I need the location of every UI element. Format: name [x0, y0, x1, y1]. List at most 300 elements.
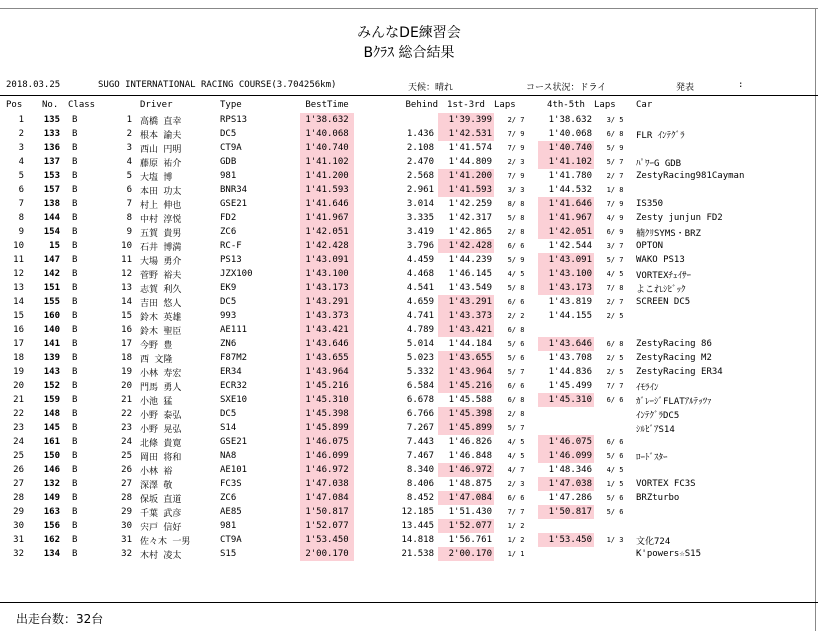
table-row [0, 239, 814, 253]
cell-car-no: 143 [43, 367, 60, 377]
cell-class: B [72, 465, 78, 475]
page-subtitle: Bｸﾗｽ 総合結果 [363, 45, 455, 61]
cell-behind: 12.185 [401, 507, 434, 517]
cell-fourth-fifth-time: 1'46.075 [538, 435, 594, 449]
cell-pos: 28 [13, 493, 24, 503]
cell-car-name: ZestyRacing 86 [636, 339, 712, 349]
cell-class: B [72, 381, 78, 391]
cell-car-no: 151 [43, 283, 60, 293]
table-row [0, 547, 814, 561]
cell-fourth-fifth-laps: 4/ 9 [606, 214, 624, 222]
cell-car-no: 135 [43, 115, 60, 125]
cell-type: AE85 [220, 507, 242, 517]
cell-car-name: Zesty junjun FD2 [636, 213, 723, 223]
cell-behind [354, 113, 438, 127]
cell-fourth-fifth-laps: 6/ 8 [606, 340, 624, 348]
cell-behind: 8.340 [406, 465, 434, 475]
cell-class: B [72, 493, 78, 503]
cell-driver-no: 21 [121, 395, 132, 405]
cell-class: B [72, 507, 78, 517]
table-row [0, 169, 814, 183]
cell-type: SXE10 [220, 395, 248, 405]
cell-car-no: 159 [43, 395, 60, 405]
cell-first-third-time: 1'45.216 [438, 379, 494, 393]
cell-first-third-laps: 3/ 3 [507, 186, 525, 194]
cell-driver: 深澤 敬 [140, 480, 173, 491]
cell-fourth-fifth-laps: 5/ 9 [606, 144, 624, 152]
column-header-class: Class [68, 100, 96, 110]
cell-fourth-fifth-laps: 1/ 5 [606, 480, 624, 488]
cell-type: BNR34 [220, 185, 248, 195]
cell-type: ZC6 [220, 493, 237, 503]
cell-car-name [636, 323, 814, 337]
cell-driver-no: 11 [121, 255, 132, 265]
cell-car-no: 15 [49, 241, 60, 251]
cell-driver: 北條 貴寛 [140, 438, 182, 449]
cell-best-time: 1'50.817 [300, 505, 354, 519]
cell-behind: 1.436 [406, 129, 434, 139]
table-row [0, 211, 814, 225]
cell-driver: 今野 豊 [140, 340, 173, 351]
cell-class: B [72, 115, 78, 125]
results-table [0, 97, 814, 561]
cell-type: 993 [220, 311, 237, 321]
cell-car-no: 153 [43, 171, 60, 181]
table-row [0, 295, 814, 309]
cell-driver-no: 31 [121, 535, 132, 545]
cell-first-third-laps: 2/ 8 [507, 410, 525, 418]
cell-fourth-fifth-time [538, 323, 594, 337]
cell-behind: 3.014 [406, 199, 434, 209]
cell-class: B [72, 521, 78, 531]
cell-driver: 五賀 貴男 [140, 228, 182, 239]
column-header-besttime: BestTime [305, 100, 349, 110]
cell-behind: 4.459 [406, 255, 434, 265]
cell-behind: 7.467 [406, 451, 434, 461]
cell-first-third-time: 1'44.809 [448, 157, 492, 167]
cell-first-third-laps: 5/ 8 [507, 284, 525, 292]
cell-driver-no: 1 [126, 115, 132, 125]
cell-driver-no: 10 [121, 241, 132, 251]
cell-pos: 32 [13, 549, 24, 559]
cell-best-time: 1'38.632 [300, 113, 354, 127]
cell-first-third-time: 1'44.184 [448, 339, 492, 349]
cell-pos: 12 [13, 269, 24, 279]
cell-fourth-fifth-laps: 1/ 3 [606, 536, 624, 544]
cell-pos: 9 [18, 227, 24, 237]
cell-class: B [72, 409, 78, 419]
cell-first-third-laps: 5/ 6 [507, 354, 525, 362]
cell-car-name [636, 463, 814, 477]
cell-driver-no: 4 [126, 157, 132, 167]
table-row [0, 491, 814, 505]
table-row [0, 323, 814, 337]
table-row [0, 379, 814, 393]
cell-behind: 4.541 [406, 283, 434, 293]
cell-first-third-laps: 1/ 2 [507, 522, 525, 530]
cell-best-time: 1'42.051 [300, 225, 354, 239]
cell-best-time: 1'41.646 [300, 197, 354, 211]
cell-first-third-laps: 7/ 9 [507, 144, 525, 152]
cell-best-time: 1'43.100 [300, 267, 354, 281]
cell-best-time: 1'45.398 [300, 407, 354, 421]
cell-type: S15 [220, 549, 237, 559]
cell-type: S14 [220, 423, 237, 433]
cell-best-time: 1'45.216 [300, 379, 354, 393]
cell-car-name: ﾊﾟﾜｰG GDB [636, 158, 682, 169]
cell-first-third-laps: 5/ 8 [507, 214, 525, 222]
cell-first-third-laps: 6/ 6 [507, 298, 525, 306]
cell-driver-no: 2 [126, 129, 132, 139]
cell-type: CT9A [220, 535, 242, 545]
table-row [0, 183, 814, 197]
cell-pos: 30 [13, 521, 24, 531]
cell-car-name: ｲﾝﾃｸﾞﾗDC5 [636, 410, 680, 421]
cell-driver: 菅野 裕夫 [140, 270, 182, 281]
cell-first-third-time: 1'42.317 [448, 213, 492, 223]
cell-class: B [72, 255, 78, 265]
cell-fourth-fifth-time [538, 407, 594, 421]
table-row [0, 309, 814, 323]
meta-row [0, 80, 818, 94]
cell-pos: 26 [13, 465, 24, 475]
cell-car-name: OPTON [636, 241, 664, 251]
cell-fourth-fifth-laps: 5/ 6 [606, 452, 624, 460]
cell-driver: 千葉 武彦 [140, 508, 182, 519]
cell-best-time: 1'42.428 [300, 239, 354, 253]
cell-fourth-fifth-time: 1'40.068 [548, 129, 592, 139]
cell-behind: 8.452 [406, 493, 434, 503]
cell-best-time: 1'43.421 [300, 323, 354, 337]
cell-fourth-fifth-time: 1'40.740 [538, 141, 594, 155]
cell-type: NA8 [220, 451, 237, 461]
cell-best-time: 1'52.077 [300, 519, 354, 533]
cell-best-time: 1'43.655 [300, 351, 354, 365]
table-row [0, 393, 814, 407]
column-header-type: Type [220, 100, 242, 110]
cell-behind: 6.584 [406, 381, 434, 391]
table-row [0, 197, 814, 211]
cell-behind: 6.678 [406, 395, 434, 405]
cell-first-third-laps: 5/ 7 [507, 368, 525, 376]
cell-driver-no: 19 [121, 367, 132, 377]
announce-label: 発表 [676, 83, 695, 93]
cell-fourth-fifth-laps: 3/ 5 [606, 116, 624, 124]
cell-first-third-time: 1'43.421 [438, 323, 494, 337]
cell-fourth-fifth-time: 1'45.310 [538, 393, 594, 407]
cell-fourth-fifth-time: 1'53.450 [538, 533, 594, 547]
cell-car-name: VORTEXﾁｪｲｻｰ [636, 270, 692, 281]
cell-fourth-fifth-time: 1'44.155 [548, 311, 592, 321]
cell-car-name [636, 183, 814, 197]
cell-class: B [72, 339, 78, 349]
table-row [0, 281, 814, 295]
cell-fourth-fifth-time [538, 421, 594, 435]
cell-driver: 根本 諭夫 [140, 130, 182, 141]
cell-class: B [72, 283, 78, 293]
cell-class: B [72, 437, 78, 447]
cell-best-time: 1'45.899 [300, 421, 354, 435]
cell-pos: 16 [13, 325, 24, 335]
cell-fourth-fifth-laps: 7/ 7 [606, 382, 624, 390]
cell-first-third-time: 1'41.200 [438, 169, 494, 183]
cell-driver: 小池 猛 [140, 396, 173, 407]
cell-class: B [72, 479, 78, 489]
cell-behind: 4.789 [406, 325, 434, 335]
cell-type: JZX100 [220, 269, 253, 279]
top-border [0, 8, 818, 9]
cell-car-name [636, 505, 814, 519]
cell-behind: 2.108 [406, 143, 434, 153]
cell-car-no: 139 [43, 353, 60, 363]
cell-fourth-fifth-laps: 5/ 7 [606, 256, 624, 264]
cell-fourth-fifth-time: 1'43.091 [538, 253, 594, 267]
cell-pos: 11 [13, 255, 24, 265]
cell-fourth-fifth-time: 1'47.286 [548, 493, 592, 503]
cell-car-name: K'powers☆S15 [636, 549, 702, 559]
table-row [0, 141, 814, 155]
cell-pos: 31 [13, 535, 24, 545]
cell-driver: 宍戸 信好 [140, 522, 182, 533]
cell-fourth-fifth-laps: 5/ 7 [606, 158, 624, 166]
cell-car-no: 140 [43, 325, 60, 335]
cell-car-no: 132 [43, 479, 60, 489]
cell-class: B [72, 129, 78, 139]
cell-best-time: 1'43.291 [300, 295, 354, 309]
cell-driver: 志賀 利久 [140, 284, 182, 295]
table-row [0, 421, 814, 435]
cell-driver: 村上 伸也 [140, 200, 182, 211]
cell-first-third-time: 1'43.655 [438, 351, 494, 365]
cell-first-third-time: 1'41.574 [448, 143, 492, 153]
cell-first-third-time: 1'39.399 [438, 113, 494, 127]
cell-pos: 25 [13, 451, 24, 461]
cell-class: B [72, 535, 78, 545]
table-row [0, 337, 814, 351]
cell-type: ZN6 [220, 339, 237, 349]
cell-first-third-laps: 2/ 8 [507, 228, 525, 236]
cell-fourth-fifth-laps [594, 421, 636, 435]
cell-driver: 高橋 直幸 [140, 116, 182, 127]
right-border [815, 8, 816, 631]
cell-type: AE111 [220, 325, 248, 335]
cell-behind: 3.419 [406, 227, 434, 237]
cell-car-name: よこれｼﾋﾞｯｸ [636, 284, 686, 295]
cell-car-no: 141 [43, 339, 60, 349]
cell-first-third-time: 1'48.875 [448, 479, 492, 489]
cell-driver-no: 13 [121, 283, 132, 293]
cell-car-name: IS350 [636, 199, 664, 209]
cell-best-time: 1'41.102 [300, 155, 354, 169]
cell-first-third-laps: 7/ 9 [507, 172, 525, 180]
column-header-laps-a: Laps [494, 100, 516, 110]
cell-first-third-time: 1'51.430 [448, 507, 492, 517]
cell-first-third-laps: 4/ 5 [507, 270, 525, 278]
cell-driver-no: 15 [121, 311, 132, 321]
cell-pos: 21 [13, 395, 24, 405]
cell-car-name [636, 519, 814, 533]
cell-first-third-time: 1'46.972 [438, 463, 494, 477]
announce-colon: : [738, 80, 744, 90]
cell-pos: 3 [18, 143, 24, 153]
cell-fourth-fifth-time: 1'43.173 [538, 281, 594, 295]
cell-best-time: 1'41.200 [300, 169, 354, 183]
cell-pos: 14 [13, 297, 24, 307]
cell-behind: 5.332 [406, 367, 434, 377]
cell-car-name: ﾛｰﾄﾞｽﾀｰ [636, 452, 668, 463]
cell-type: GSE21 [220, 437, 248, 447]
course-name: SUGO INTERNATIONAL RACING COURSE(3.704256km) [98, 80, 337, 90]
cell-behind: 14.818 [401, 535, 434, 545]
cell-fourth-fifth-time: 1'43.819 [548, 297, 592, 307]
cell-driver-no: 5 [126, 171, 132, 181]
cell-best-time: 1'43.173 [300, 281, 354, 295]
cell-driver: 本田 功太 [140, 186, 182, 197]
cell-fourth-fifth-time [538, 547, 594, 561]
cell-best-time: 1'46.972 [300, 463, 354, 477]
cell-fourth-fifth-laps: 2/ 5 [606, 312, 624, 320]
cell-fourth-fifth-laps: 2/ 7 [606, 298, 624, 306]
cell-driver: 保坂 直道 [140, 494, 182, 505]
cell-first-third-laps: 1/ 2 [507, 536, 525, 544]
cell-class: B [72, 395, 78, 405]
cell-car-name: 楠ｸﾘSYMS・BRZ [636, 228, 701, 239]
cell-car-no: 152 [43, 381, 60, 391]
cell-type: ZC6 [220, 227, 237, 237]
cell-driver: 西 文隆 [140, 354, 173, 365]
cell-type: RC-F [220, 241, 242, 251]
cell-first-third-laps: 2/ 7 [507, 116, 525, 124]
cell-driver-no: 17 [121, 339, 132, 349]
cell-pos: 4 [18, 157, 24, 167]
cell-best-time: 1'53.450 [300, 533, 354, 547]
cell-first-third-laps: 6/ 8 [507, 396, 525, 404]
cell-fourth-fifth-laps: 7/ 8 [606, 284, 624, 292]
cell-best-time: 2'00.170 [300, 547, 354, 561]
table-row [0, 449, 814, 463]
cell-first-third-time: 1'47.084 [438, 491, 494, 505]
cell-car-no: 155 [43, 297, 60, 307]
cell-pos: 1 [18, 115, 24, 125]
cell-first-third-laps: 4/ 5 [507, 452, 525, 460]
table-row [0, 365, 814, 379]
cell-best-time: 1'43.646 [300, 337, 354, 351]
cell-pos: 23 [13, 423, 24, 433]
cell-driver-no: 28 [121, 493, 132, 503]
cell-best-time: 1'46.099 [300, 449, 354, 463]
cell-car-name: ｶﾞﾚｰｼﾞFLATｱﾙﾃｯﾂｧ [636, 396, 712, 407]
cell-first-third-time: 1'43.964 [438, 365, 494, 379]
table-header-row [0, 97, 814, 113]
cell-car-no: 138 [43, 199, 60, 209]
cell-driver: 中村 淳悦 [140, 214, 182, 225]
cell-behind: 6.766 [406, 409, 434, 419]
cell-first-third-time: 1'43.549 [448, 283, 492, 293]
cell-driver-no: 24 [121, 437, 132, 447]
cell-car-no: 148 [43, 409, 60, 419]
cell-fourth-fifth-time: 1'43.100 [538, 267, 594, 281]
cell-behind: 5.023 [406, 353, 434, 363]
cell-driver-no: 25 [121, 451, 132, 461]
cell-car-name [636, 435, 814, 449]
cell-first-third-time: 1'42.531 [438, 127, 494, 141]
cell-fourth-fifth-time [538, 519, 594, 533]
column-header-driver: Driver [140, 100, 173, 110]
cell-type: 981 [220, 521, 237, 531]
entry-count: 出走台数：32台 [16, 612, 104, 626]
cell-car-name: ｲﾓﾗｲﾝ [636, 382, 659, 393]
cell-driver: 小野 晃弘 [140, 424, 182, 435]
table-row [0, 253, 814, 267]
cell-type: GDB [220, 157, 237, 167]
cell-class: B [72, 325, 78, 335]
cell-behind: 4.741 [406, 311, 434, 321]
cell-first-third-laps: 4/ 5 [507, 438, 525, 446]
cell-class: B [72, 269, 78, 279]
meta-divider [0, 95, 818, 96]
cell-fourth-fifth-laps [594, 519, 636, 533]
cell-type: DC5 [220, 409, 237, 419]
cell-behind: 4.659 [406, 297, 434, 307]
cell-fourth-fifth-time: 1'42.051 [538, 225, 594, 239]
cell-behind: 2.470 [406, 157, 434, 167]
column-header-laps-b: Laps [594, 100, 616, 110]
cell-car-no: 136 [43, 143, 60, 153]
cell-behind: 2.568 [406, 171, 434, 181]
cell-best-time: 1'40.068 [300, 127, 354, 141]
cell-car-no: 162 [43, 535, 60, 545]
course-status: コース状況：ドライ [526, 83, 607, 93]
cell-type: RPS13 [220, 115, 248, 125]
cell-first-third-time: 1'41.593 [438, 183, 494, 197]
table-row [0, 477, 814, 491]
cell-driver: 門馬 勇人 [140, 382, 182, 393]
cell-behind: 2.961 [406, 185, 434, 195]
weather: 天候：晴れ [408, 83, 454, 93]
cell-driver: 小林 裕 [140, 466, 173, 477]
cell-pos: 5 [18, 171, 24, 181]
cell-car-no: 154 [43, 227, 60, 237]
table-row [0, 225, 814, 239]
cell-driver-no: 3 [126, 143, 132, 153]
cell-type: PS13 [220, 255, 242, 265]
cell-driver-no: 29 [121, 507, 132, 517]
cell-first-third-laps: 1/ 1 [507, 550, 525, 558]
cell-first-third-laps: 5/ 6 [507, 340, 525, 348]
cell-driver: 大場 勇介 [140, 256, 182, 267]
table-row [0, 435, 814, 449]
column-header-no: No. [42, 100, 59, 110]
cell-class: B [72, 171, 78, 181]
cell-first-third-time: 1'42.428 [438, 239, 494, 253]
cell-fourth-fifth-laps: 1/ 8 [606, 186, 624, 194]
cell-first-third-time: 1'45.398 [438, 407, 494, 421]
table-row [0, 407, 814, 421]
cell-class: B [72, 367, 78, 377]
cell-fourth-fifth-laps: 5/ 6 [606, 494, 624, 502]
cell-driver: 小林 寿宏 [140, 368, 182, 379]
cell-best-time: 1'47.038 [300, 477, 354, 491]
cell-pos: 18 [13, 353, 24, 363]
cell-first-third-time: 2'00.170 [438, 547, 494, 561]
cell-type: EK9 [220, 283, 237, 293]
event-date: 2018.03.25 [6, 80, 61, 90]
cell-first-third-time: 1'46.145 [448, 269, 492, 279]
cell-best-time: 1'40.740 [300, 141, 354, 155]
cell-type: ECR32 [220, 381, 248, 391]
cell-fourth-fifth-laps: 2/ 5 [606, 354, 624, 362]
cell-first-third-time: 1'42.865 [448, 227, 492, 237]
